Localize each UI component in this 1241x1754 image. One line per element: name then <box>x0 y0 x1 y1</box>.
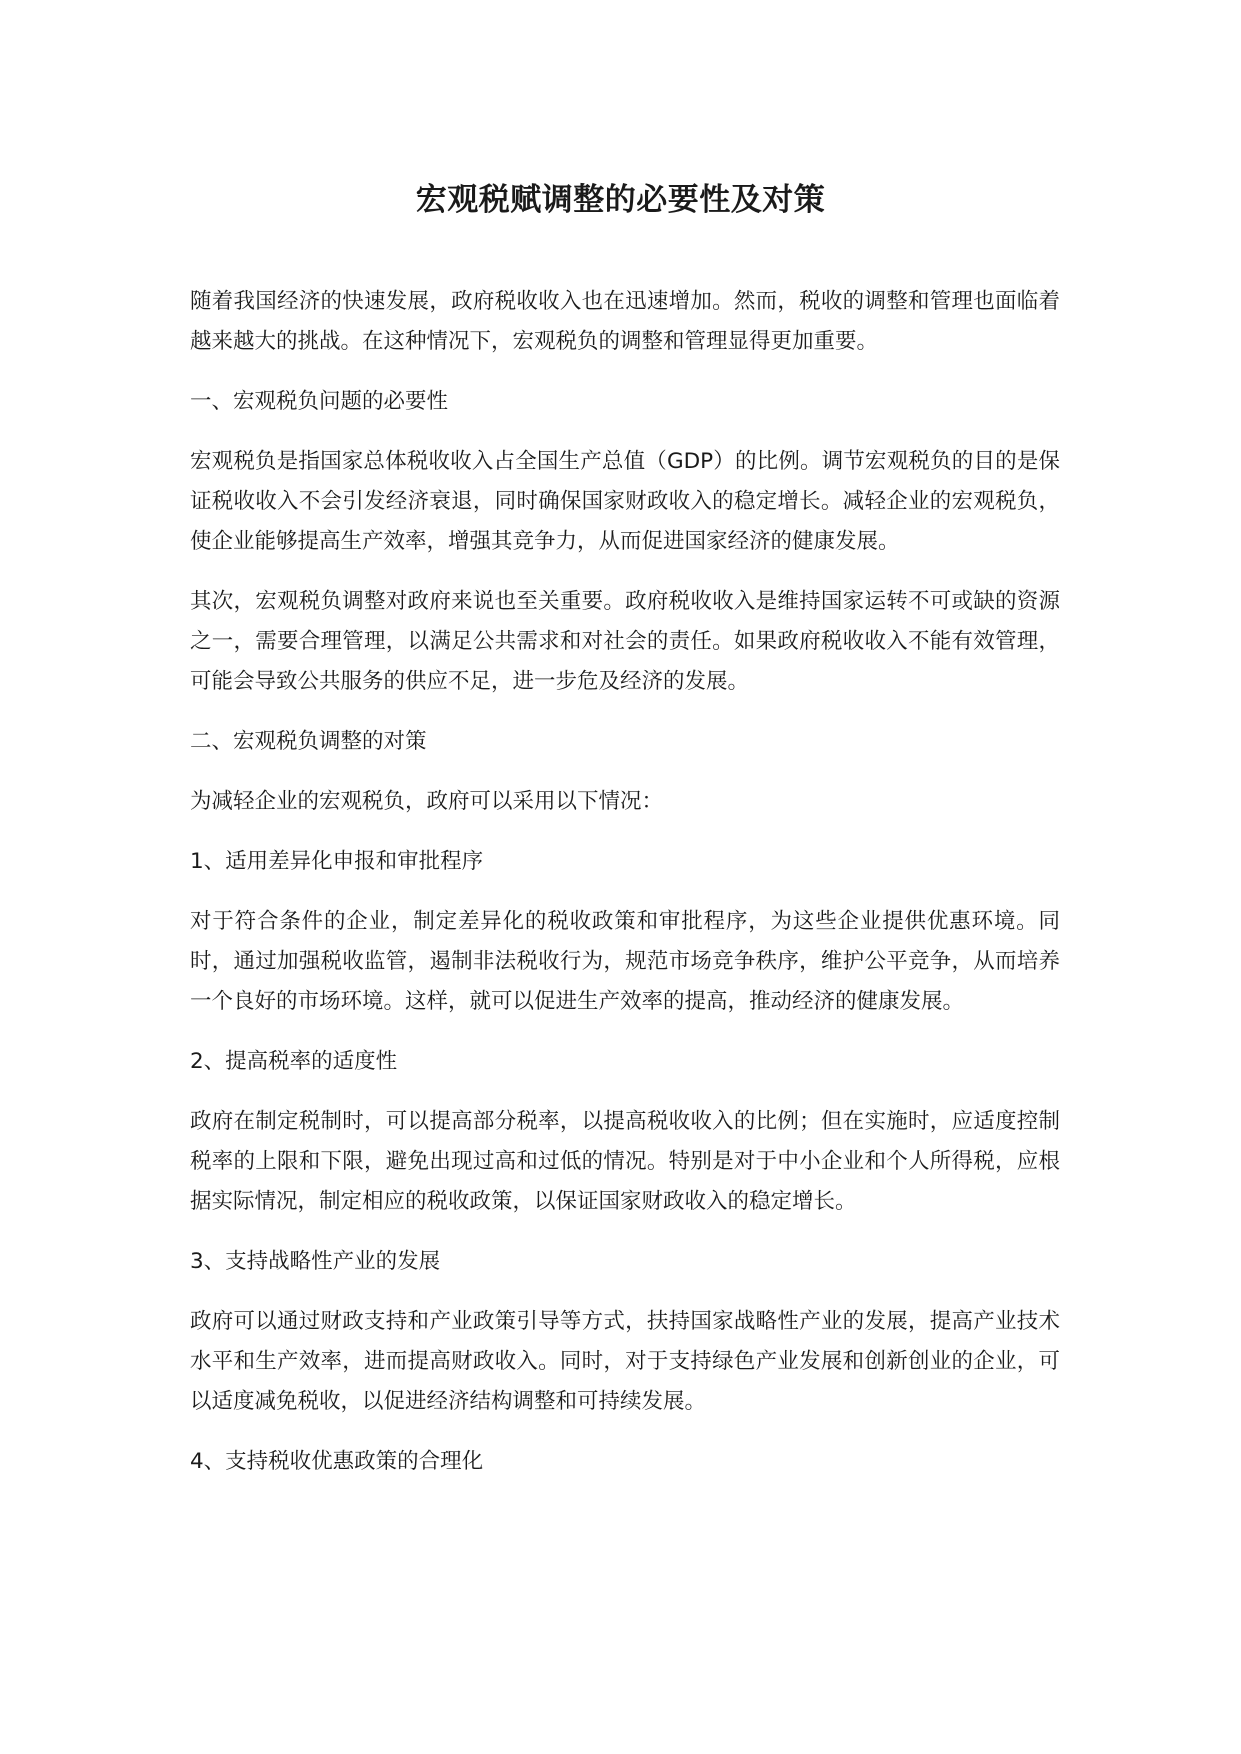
paragraph-intro: 随着我国经济的快速发展，政府税收收入也在迅速增加。然而，税收的调整和管理也面临着越来越大的挑战。在这种情况下，宏观税负的调整和管理显得更加重要。 <box>190 289 1060 354</box>
paragraph: 其次，宏观税负调整对政府来说也至关重要。政府税收收入是维持国家运转不可或缺的资源之一，需要合理管理，以满足公共需求和对社会的责任。如果政府税收收入不能有效管理，可能会导致公共服务的供应不足，进一步危及经济的发展。 <box>190 589 1060 694</box>
document-body <box>190 282 1060 1502</box>
paragraph: 宏观税负是指国家总体税收收入占全国生产总值（GDP）的比例。调节宏观税负的目的是保证税收收入不会引发经济衰退，同时确保国家财政收入的稳定增长。减轻企业的宏观税负，使企业能够提高生产效率，增强其竞争力，从而促进国家经济的健康发展。 <box>190 449 1060 554</box>
subheading-2: 2、提高税率的适度性 <box>190 1049 398 1074</box>
paragraph: 政府在制定税制时，可以提高部分税率，以提高税收收入的比例；但在实施时，应适度控制税率的上限和下限，避免出现过高和过低的情况。特别是对于中小企业和个人所得税，应根据实际情况，制定相应的税收政策，以保证国家财政收入的稳定增长。 <box>190 1109 1060 1214</box>
section-heading-2: 二、宏观税负调整的对策 <box>190 729 427 754</box>
section-heading-1: 一、宏观税负问题的必要性 <box>190 389 449 414</box>
document-title: 宏观税赋调整的必要性及对策 <box>415 182 826 218</box>
paragraph: 政府可以通过财政支持和产业政策引导等方式，扶持国家战略性产业的发展，提高产业技术水平和生产效率，进而提高财政收入。同时，对于支持绿色产业发展和创新创业的企业，可以适度减免税收，以促进经济结构调整和可持续发展。 <box>190 1309 1060 1414</box>
subheading-4: 4、支持税收优惠政策的合理化 <box>190 1449 484 1474</box>
subheading-3: 3、支持战略性产业的发展 <box>190 1249 441 1274</box>
paragraph: 对于符合条件的企业，制定差异化的税收政策和审批程序，为这些企业提供优惠环境。同时，通过加强税收监管，遏制非法税收行为，规范市场竞争秩序，维护公平竞争，从而培养一个良好的市场环境。这样，就可以促进生产效率的提高，推动经济的健康发展。 <box>190 909 1060 1014</box>
paragraph: 为减轻企业的宏观税负，政府可以采用以下情况： <box>190 789 664 814</box>
subheading-1: 1、适用差异化申报和审批程序 <box>190 849 484 874</box>
